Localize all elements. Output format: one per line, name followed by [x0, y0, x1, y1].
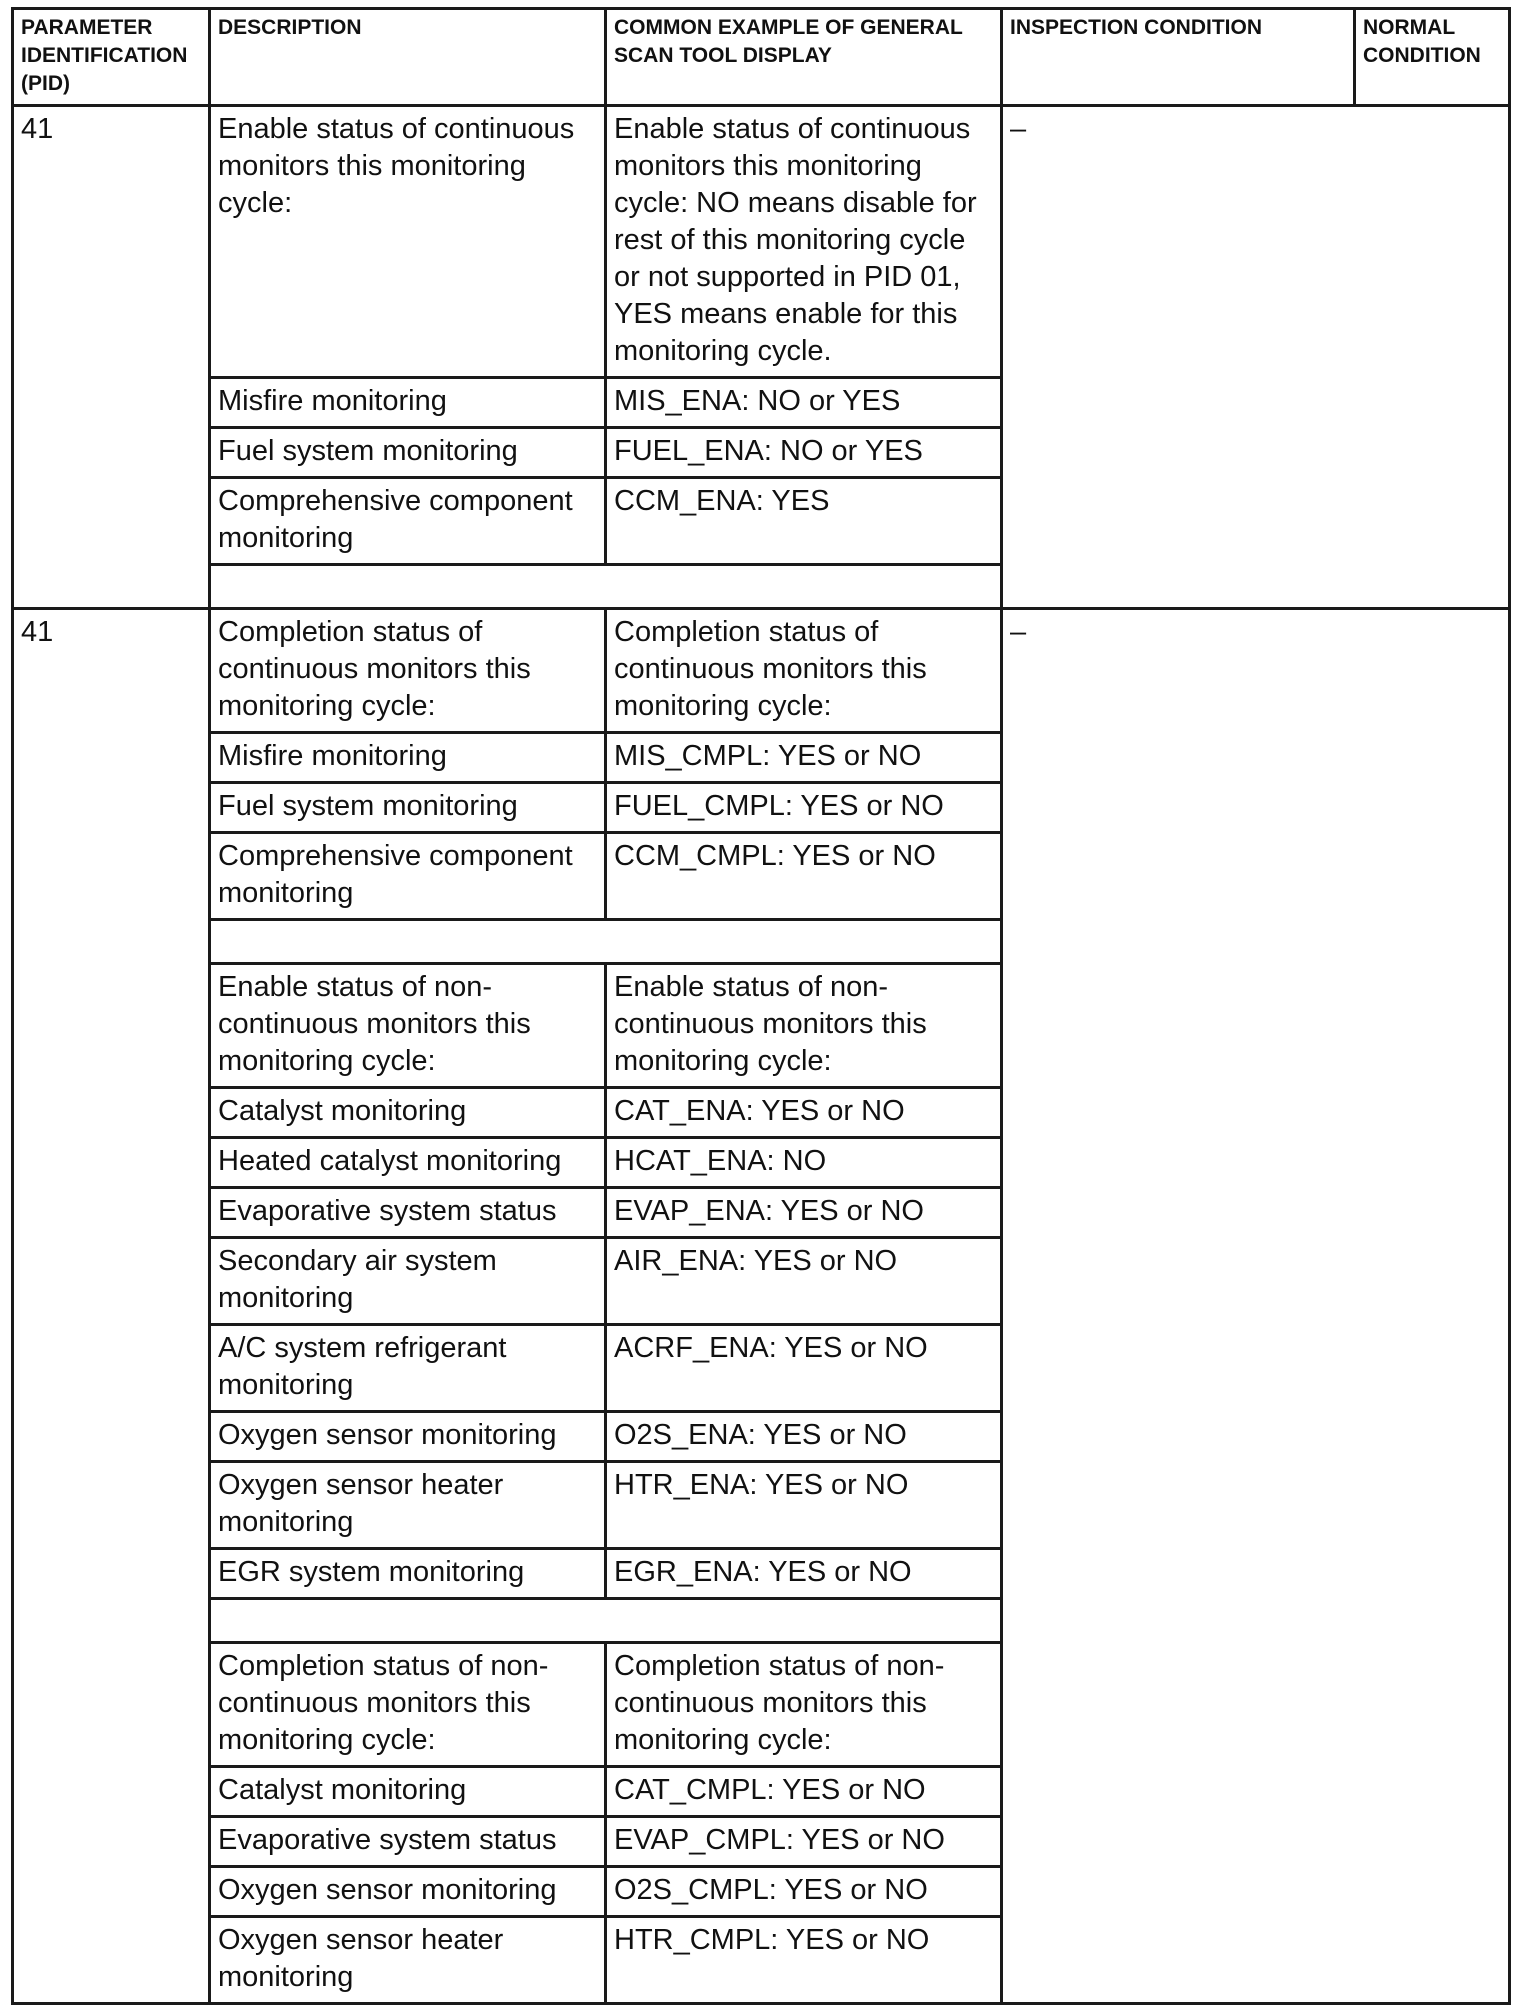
- description-cell: Misfire monitoring: [210, 733, 606, 783]
- pid-table: [11, 7, 1511, 2005]
- example-cell: FUEL_ENA: NO or YES: [606, 428, 1002, 478]
- example-cell: AIR_ENA: YES or NO: [606, 1238, 1002, 1325]
- description-cell: Comprehensive component monitoring: [210, 478, 606, 565]
- example-cell: Completion status of continuous monitors this monitoring cycle:: [606, 609, 1002, 733]
- example-cell: Enable status of non-continuous monitors this monitoring cycle:: [606, 964, 1002, 1088]
- example-cell: CAT_CMPL: YES or NO: [606, 1767, 1002, 1817]
- example-cell: FUEL_CMPL: YES or NO: [606, 783, 1002, 833]
- example-cell: O2S_ENA: YES or NO: [606, 1412, 1002, 1462]
- example-cell: CAT_ENA: YES or NO: [606, 1088, 1002, 1138]
- description-cell: Oxygen sensor monitoring: [210, 1867, 606, 1917]
- pid-cell: 41: [13, 609, 210, 2004]
- description-cell: Oxygen sensor heater monitoring: [210, 1917, 606, 2004]
- example-cell: ACRF_ENA: YES or NO: [606, 1325, 1002, 1412]
- header-row: [13, 9, 1510, 106]
- header-description: DESCRIPTION: [210, 9, 606, 106]
- inspection-cell: –: [1002, 106, 1510, 609]
- example-cell: HTR_ENA: YES or NO: [606, 1462, 1002, 1549]
- example-cell: MIS_CMPL: YES or NO: [606, 733, 1002, 783]
- description-cell: Completion status of continuous monitors this monitoring cycle:: [210, 609, 606, 733]
- description-cell: A/C system refrigerant monitoring: [210, 1325, 606, 1412]
- header-inspection: INSPECTION CONDITION: [1002, 9, 1355, 106]
- pid-cell: 41: [13, 106, 210, 609]
- description-cell: Enable status of non-continuous monitors this monitoring cycle:: [210, 964, 606, 1088]
- spacer-cell: [210, 565, 1002, 609]
- example-cell: Completion status of non-continuous monitors this monitoring cycle:: [606, 1643, 1002, 1767]
- example-cell: O2S_CMPL: YES or NO: [606, 1867, 1002, 1917]
- example-cell: Enable status of continuous monitors this monitoring cycle: NO means disable for rest of this monitoring cycle or not supported in PID 01, YES means enable for this monitoring cycle.: [606, 106, 1002, 378]
- description-cell: Evaporative system status: [210, 1817, 606, 1867]
- description-cell: Catalyst monitoring: [210, 1767, 606, 1817]
- example-cell: EVAP_ENA: YES or NO: [606, 1188, 1002, 1238]
- description-cell: Comprehensive component monitoring: [210, 833, 606, 920]
- description-cell: Oxygen sensor heater monitoring: [210, 1462, 606, 1549]
- header-pid: PARAMETER IDENTIFICATION (PID): [13, 9, 210, 106]
- spacer-cell: [210, 1599, 1002, 1643]
- description-cell: Misfire monitoring: [210, 378, 606, 428]
- table-row: [13, 106, 1510, 378]
- description-cell: Catalyst monitoring: [210, 1088, 606, 1138]
- description-cell: Fuel system monitoring: [210, 428, 606, 478]
- header-normal: NORMAL CONDITION: [1355, 9, 1510, 106]
- description-cell: Completion status of non-continuous monitors this monitoring cycle:: [210, 1643, 606, 1767]
- example-cell: EGR_ENA: YES or NO: [606, 1549, 1002, 1599]
- example-cell: CCM_CMPL: YES or NO: [606, 833, 1002, 920]
- example-cell: HCAT_ENA: NO: [606, 1138, 1002, 1188]
- description-cell: Evaporative system status: [210, 1188, 606, 1238]
- description-cell: EGR system monitoring: [210, 1549, 606, 1599]
- description-cell: Heated catalyst monitoring: [210, 1138, 606, 1188]
- example-cell: CCM_ENA: YES: [606, 478, 1002, 565]
- example-cell: HTR_CMPL: YES or NO: [606, 1917, 1002, 2004]
- description-cell: Enable status of continuous monitors this monitoring cycle:: [210, 106, 606, 378]
- description-cell: Oxygen sensor monitoring: [210, 1412, 606, 1462]
- example-cell: EVAP_CMPL: YES or NO: [606, 1817, 1002, 1867]
- spacer-cell: [210, 920, 1002, 964]
- inspection-cell: –: [1002, 609, 1510, 2004]
- description-cell: Secondary air system monitoring: [210, 1238, 606, 1325]
- header-example: COMMON EXAMPLE OF GENERAL SCAN TOOL DISPLAY: [606, 9, 1002, 106]
- description-cell: Fuel system monitoring: [210, 783, 606, 833]
- table-row: [13, 609, 1510, 733]
- example-cell: MIS_ENA: NO or YES: [606, 378, 1002, 428]
